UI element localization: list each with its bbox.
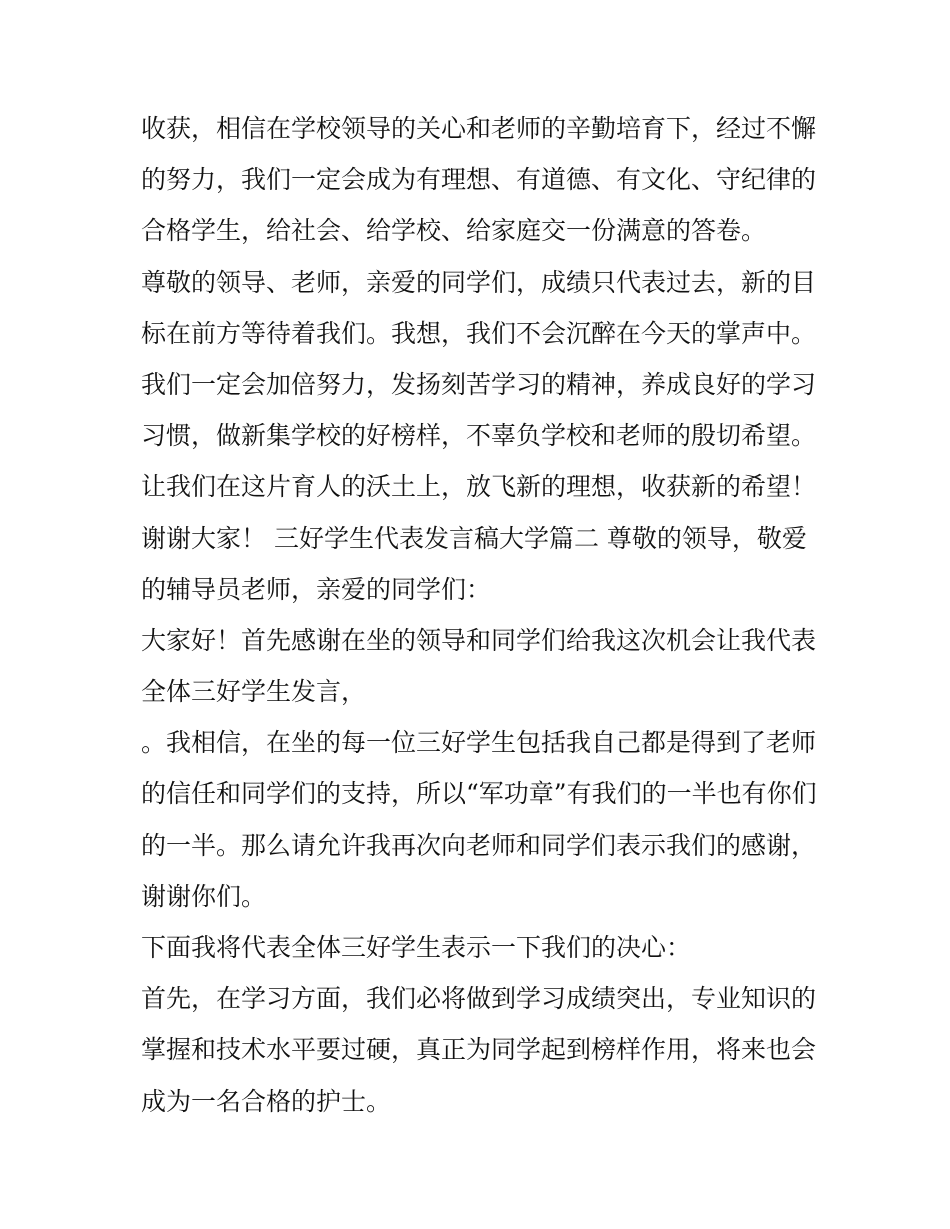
text-line: 谢谢你们。 <box>141 881 267 911</box>
text-line: 我们一定会加倍努力，发扬刻苦学习的精神，养成良好的学习 <box>141 369 817 399</box>
text-line: 合格学生，给社会、给学校、给家庭交一份满意的答卷。 <box>141 216 767 246</box>
text-line: 全体三好学生发言， <box>141 677 367 707</box>
text-line: 习惯，做新集学校的好榜样，不辜负学校和老师的殷切希望。 <box>141 421 817 451</box>
text-line: 尊敬的领导、老师，亲爱的同学们，成绩只代表过去，新的目 <box>141 267 817 297</box>
text-line: 的一半。那么请允许我再次向老师和同学们表示我们的感谢， <box>141 830 817 860</box>
text-line: 的辅导员老师，亲爱的同学们： <box>141 574 492 604</box>
text-line: 谢谢大家！ 三好学生代表发言稿大学篇二 尊敬的领导，敬爱 <box>141 523 807 553</box>
text-line: 大家好！首先感谢在坐的领导和同学们给我这次机会让我代表 <box>141 625 817 655</box>
text-line: 下面我将代表全体三好学生表示一下我们的决心： <box>141 933 692 962</box>
text-line: 成为一名合格的护士。 <box>141 1086 392 1116</box>
text-line: 的信任和同学们的支持，所以“军功章”有我们的一半也有你们 <box>141 779 817 809</box>
text-line: 首先，在学习方面，我们必将做到学习成绩突出，专业知识的 <box>141 984 817 1014</box>
text-line: 让我们在这片育人的沃土上，放飞新的理想，收获新的希望！ <box>141 472 817 502</box>
text-line: 标在前方等待着我们。我想，我们不会沉醉在今天的掌声中。 <box>141 318 817 348</box>
text-line: 收获，相信在学校领导的关心和老师的辛勤培育下，经过不懈 <box>141 114 817 143</box>
text-line: 的努力，我们一定会成为有理想、有道德、有文化、守纪律的 <box>141 165 817 195</box>
text-line: 。我相信，在坐的每一位三好学生包括我自己都是得到了老师 <box>141 728 817 758</box>
text-line: 掌握和技术水平要过硬，真正为同学起到榜样作用，将来也会 <box>141 1035 817 1065</box>
document-body <box>141 103 821 1127</box>
